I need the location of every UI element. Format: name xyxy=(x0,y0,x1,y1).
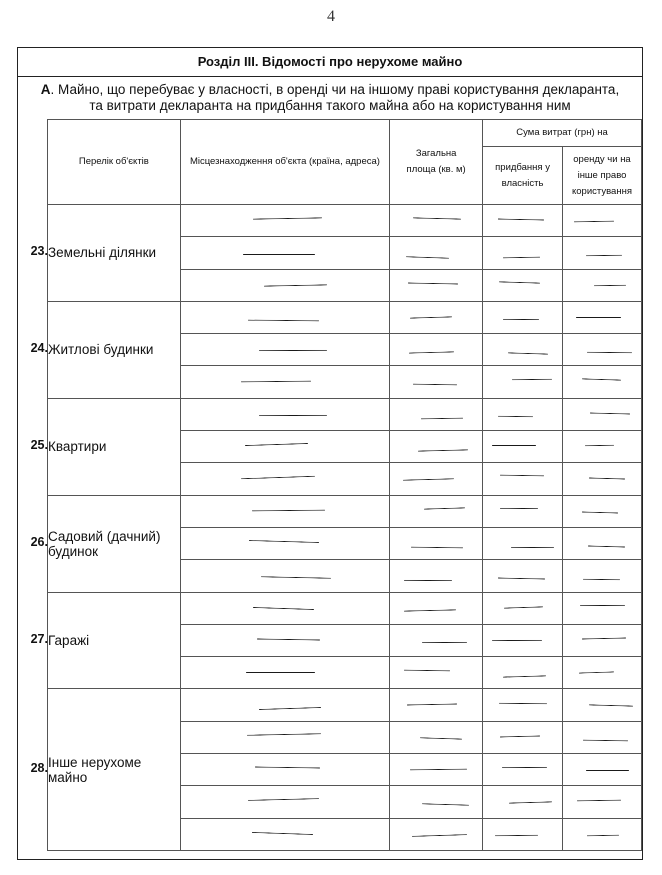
object-type-name: Інше нерухоме майно xyxy=(48,689,181,850)
purchase-cell xyxy=(483,237,563,269)
blank-mark xyxy=(404,580,452,581)
location-cell xyxy=(180,560,390,592)
area-cell xyxy=(390,786,483,818)
purchase-cell xyxy=(483,592,563,624)
table-body xyxy=(48,205,642,851)
area-cell xyxy=(390,431,483,463)
blank-mark xyxy=(577,800,621,802)
area-cell xyxy=(390,657,483,689)
blank-mark xyxy=(587,352,632,353)
blank-mark xyxy=(509,801,552,803)
rent-cell xyxy=(563,463,642,495)
blank-mark xyxy=(404,669,450,671)
location-cell xyxy=(180,592,390,624)
location-cell xyxy=(180,334,390,366)
blank-mark xyxy=(410,768,467,770)
area-cell xyxy=(390,818,483,850)
purchase-cell xyxy=(483,301,563,333)
blank-mark xyxy=(582,511,618,513)
table-row xyxy=(48,495,642,527)
blank-mark xyxy=(408,282,458,284)
rent-cell xyxy=(563,431,642,463)
rent-cell xyxy=(563,721,642,753)
blank-mark xyxy=(583,740,628,742)
blank-mark xyxy=(583,579,620,581)
blank-mark xyxy=(503,676,546,678)
rent-cell xyxy=(563,689,642,721)
row-number: 26. xyxy=(30,535,48,550)
purchase-cell xyxy=(483,560,563,592)
blank-mark xyxy=(587,835,619,837)
blank-mark xyxy=(248,320,319,322)
purchase-cell xyxy=(483,786,563,818)
blank-mark xyxy=(413,217,461,219)
rent-cell xyxy=(563,237,642,269)
area-cell xyxy=(390,560,483,592)
purchase-cell xyxy=(483,334,563,366)
subtitle-line-1-text: . Майно, що перебуває у власності, в оренді чи на іншому праві користування декларанта, xyxy=(50,82,620,97)
purchase-cell xyxy=(483,431,563,463)
blank-mark xyxy=(503,257,540,259)
row-number: 23. xyxy=(30,244,48,259)
area-cell xyxy=(390,269,483,301)
purchase-cell xyxy=(483,754,563,786)
blank-mark xyxy=(259,350,327,351)
blank-mark xyxy=(574,221,614,223)
location-cell xyxy=(180,657,390,689)
location-cell xyxy=(180,301,390,333)
blank-mark xyxy=(495,834,538,836)
blank-mark xyxy=(499,703,547,704)
blank-mark xyxy=(261,577,331,580)
purchase-cell xyxy=(483,205,563,237)
purchase-cell xyxy=(483,527,563,559)
area-cell xyxy=(390,689,483,721)
rent-cell xyxy=(563,754,642,786)
rent-cell xyxy=(563,366,642,398)
location-cell xyxy=(180,754,390,786)
blank-mark xyxy=(249,540,319,543)
blank-mark xyxy=(241,381,311,383)
blank-mark xyxy=(576,317,621,318)
area-cell xyxy=(390,366,483,398)
blank-mark xyxy=(404,609,456,611)
blank-mark xyxy=(580,605,625,606)
row-number: 24. xyxy=(30,341,48,356)
blank-mark xyxy=(247,734,321,737)
area-cell xyxy=(390,205,483,237)
location-cell xyxy=(180,366,390,398)
blank-mark xyxy=(420,738,462,740)
location-cell xyxy=(180,689,390,721)
location-cell xyxy=(180,431,390,463)
location-cell xyxy=(180,818,390,850)
location-cell xyxy=(180,786,390,818)
blank-mark xyxy=(586,770,629,771)
blank-mark xyxy=(588,546,625,548)
area-cell xyxy=(390,592,483,624)
blank-mark xyxy=(413,384,457,386)
table-row xyxy=(48,301,642,333)
blank-mark xyxy=(410,317,452,319)
blank-mark xyxy=(422,641,467,642)
blank-mark xyxy=(409,352,454,354)
blank-mark xyxy=(403,478,454,480)
blank-mark xyxy=(259,707,321,710)
table-row xyxy=(48,689,642,721)
blank-mark xyxy=(424,508,465,510)
table-row xyxy=(48,205,642,237)
location-cell xyxy=(180,495,390,527)
blank-mark xyxy=(252,509,325,511)
purchase-cell xyxy=(483,624,563,656)
table-row xyxy=(48,592,642,624)
blank-mark xyxy=(594,285,626,287)
blank-mark xyxy=(582,637,626,639)
purchase-cell xyxy=(483,657,563,689)
blank-mark xyxy=(255,767,320,769)
object-type-name: Земельні ділянки xyxy=(48,205,181,302)
header-location: Місцезнаходження об'єкта (країна, адреса) xyxy=(180,120,390,205)
blank-mark xyxy=(241,475,315,479)
blank-mark xyxy=(500,508,538,509)
property-table xyxy=(47,119,642,851)
blank-mark xyxy=(422,804,469,806)
row-number: 27. xyxy=(30,632,48,647)
blank-mark xyxy=(590,412,630,414)
row-number: 28. xyxy=(30,761,48,776)
blank-mark xyxy=(498,578,545,580)
purchase-cell xyxy=(483,689,563,721)
rent-cell xyxy=(563,624,642,656)
blank-mark xyxy=(406,256,449,258)
blank-mark xyxy=(500,736,540,738)
purchase-cell xyxy=(483,269,563,301)
blank-mark xyxy=(246,672,315,673)
area-cell xyxy=(390,624,483,656)
blank-mark xyxy=(245,443,308,446)
area-cell xyxy=(390,527,483,559)
blank-mark xyxy=(586,254,622,256)
area-cell xyxy=(390,334,483,366)
subtitle-letter: А xyxy=(40,82,51,97)
blank-mark xyxy=(503,319,539,320)
rent-cell xyxy=(563,301,642,333)
purchase-cell xyxy=(483,721,563,753)
header-area: Загальна площа (кв. м) xyxy=(390,120,483,205)
row-number: 25. xyxy=(30,438,48,453)
rent-cell xyxy=(563,205,642,237)
blank-mark xyxy=(418,449,468,451)
object-type-name: Житлові будинки xyxy=(48,301,181,398)
area-cell xyxy=(390,398,483,430)
location-cell xyxy=(180,527,390,559)
object-type-name: Гаражі xyxy=(48,592,181,689)
rent-cell xyxy=(563,495,642,527)
blank-mark xyxy=(252,832,313,835)
blank-mark xyxy=(264,285,327,287)
location-cell xyxy=(180,398,390,430)
header-purchase: придбання у власність xyxy=(483,147,563,205)
blank-mark xyxy=(508,352,548,354)
rent-cell xyxy=(563,560,642,592)
object-type-name: Садовий (дачний) будинок xyxy=(48,495,181,592)
purchase-cell xyxy=(483,495,563,527)
header-rent: оренду чи на інше право користування xyxy=(563,147,642,205)
blank-mark xyxy=(512,378,552,379)
blank-mark xyxy=(253,607,314,610)
header-objects: Перелік об'єктів xyxy=(48,120,181,205)
page-number: 4 xyxy=(327,8,335,25)
rent-cell xyxy=(563,527,642,559)
purchase-cell xyxy=(483,463,563,495)
blank-mark xyxy=(421,418,463,420)
rent-cell xyxy=(563,657,642,689)
location-cell xyxy=(180,237,390,269)
blank-mark xyxy=(498,416,533,417)
location-cell xyxy=(180,269,390,301)
blank-mark xyxy=(579,672,614,674)
blank-mark xyxy=(585,445,614,446)
rent-cell xyxy=(563,786,642,818)
blank-mark xyxy=(582,379,621,381)
area-cell xyxy=(390,237,483,269)
subtitle-line-2: та витрати декларанта на придбання такого майна або на користування ним xyxy=(89,98,571,113)
blank-mark xyxy=(500,475,544,477)
section-title: Розділ III. Відомості про нерухоме майно xyxy=(18,48,642,77)
purchase-cell xyxy=(483,366,563,398)
rent-cell xyxy=(563,269,642,301)
area-cell xyxy=(390,463,483,495)
location-cell xyxy=(180,624,390,656)
header-expenses: Сума витрат (грн) на xyxy=(483,120,642,147)
rent-cell xyxy=(563,592,642,624)
blank-mark xyxy=(248,798,319,801)
blank-mark xyxy=(502,767,547,768)
rent-cell xyxy=(563,334,642,366)
location-cell xyxy=(180,205,390,237)
blank-mark xyxy=(412,834,467,837)
blank-mark xyxy=(499,282,540,284)
area-cell xyxy=(390,721,483,753)
blank-mark xyxy=(252,217,321,219)
blank-mark xyxy=(504,606,543,608)
blank-mark xyxy=(257,638,320,640)
location-cell xyxy=(180,721,390,753)
blank-mark xyxy=(492,445,536,446)
subtitle-line-1 xyxy=(18,82,642,98)
purchase-cell xyxy=(483,818,563,850)
table-row xyxy=(48,398,642,430)
rent-cell xyxy=(563,818,642,850)
object-type-name: Квартири xyxy=(48,398,181,495)
blank-mark xyxy=(511,547,554,548)
purchase-cell xyxy=(483,398,563,430)
location-cell xyxy=(180,463,390,495)
area-cell xyxy=(390,301,483,333)
blank-mark xyxy=(589,704,633,706)
section-frame xyxy=(17,47,643,860)
blank-mark xyxy=(407,704,457,706)
blank-mark xyxy=(259,415,327,416)
blank-mark xyxy=(411,547,463,549)
blank-mark xyxy=(492,639,542,640)
area-cell xyxy=(390,754,483,786)
blank-mark xyxy=(589,478,625,480)
section-subtitle xyxy=(18,82,642,114)
area-cell xyxy=(390,495,483,527)
blank-mark xyxy=(243,254,315,255)
rent-cell xyxy=(563,398,642,430)
blank-mark xyxy=(498,219,544,221)
